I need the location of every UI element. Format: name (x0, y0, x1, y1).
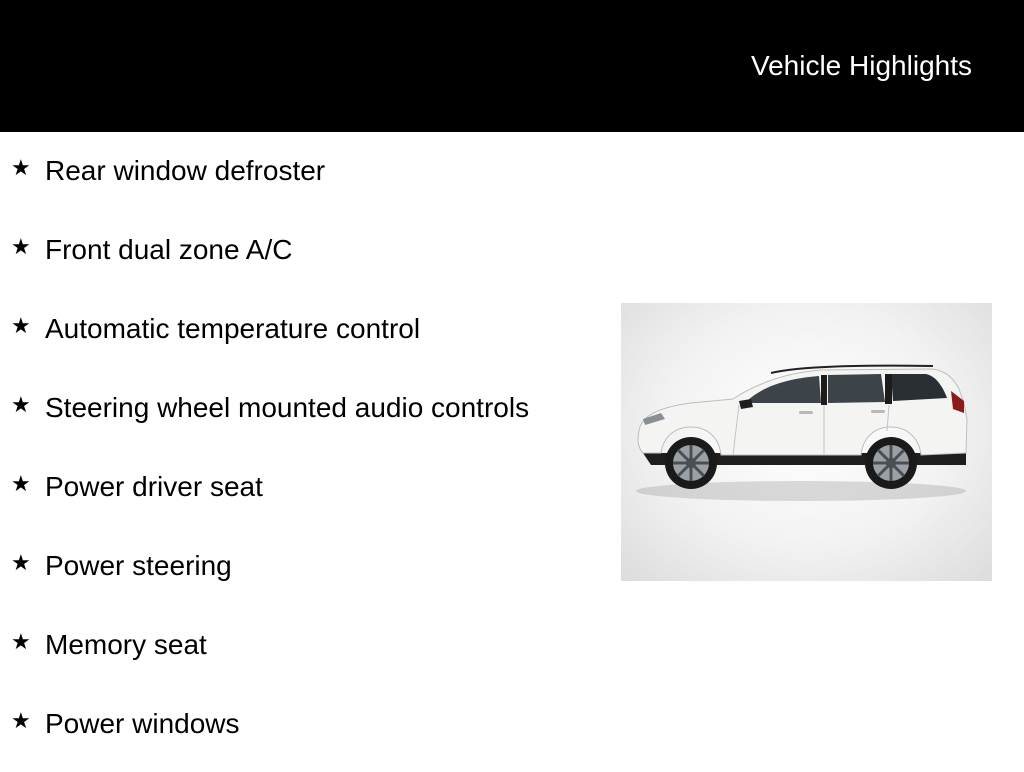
list-item (0, 377, 600, 456)
list-item (0, 140, 600, 219)
star-icon: ★ (11, 234, 31, 259)
front-wheel (665, 437, 717, 489)
list-item (0, 219, 600, 298)
feature-label: Rear window defroster (45, 155, 326, 186)
feature-label: Steering wheel mounted audio controls (45, 392, 530, 423)
suv-illustration (621, 303, 992, 581)
star-icon: ★ (11, 471, 31, 496)
feature-label: Automatic temperature control (45, 313, 421, 344)
page-header (0, 0, 1024, 132)
feature-label: Front dual zone A/C (45, 234, 293, 265)
list-item (0, 535, 600, 614)
rear-wheel (865, 437, 917, 489)
star-icon: ★ (11, 629, 31, 654)
feature-label: Power steering (45, 550, 232, 581)
page-title: Vehicle Highlights (750, 50, 972, 81)
feature-list (0, 140, 600, 772)
feature-label: Memory seat (45, 629, 207, 660)
star-icon: ★ (11, 708, 31, 733)
feature-label: Power driver seat (45, 471, 263, 502)
vehicle-photo (621, 303, 992, 581)
star-icon: ★ (11, 392, 31, 417)
list-item (0, 693, 600, 772)
star-icon: ★ (11, 155, 31, 180)
list-item (0, 456, 600, 535)
list-item (0, 298, 600, 377)
c-pillar (885, 374, 892, 404)
list-item (0, 614, 600, 693)
rear-window (828, 374, 885, 403)
feature-label: Power windows (45, 708, 240, 739)
star-icon: ★ (11, 550, 31, 575)
star-icon: ★ (11, 313, 31, 338)
b-pillar (821, 375, 827, 405)
